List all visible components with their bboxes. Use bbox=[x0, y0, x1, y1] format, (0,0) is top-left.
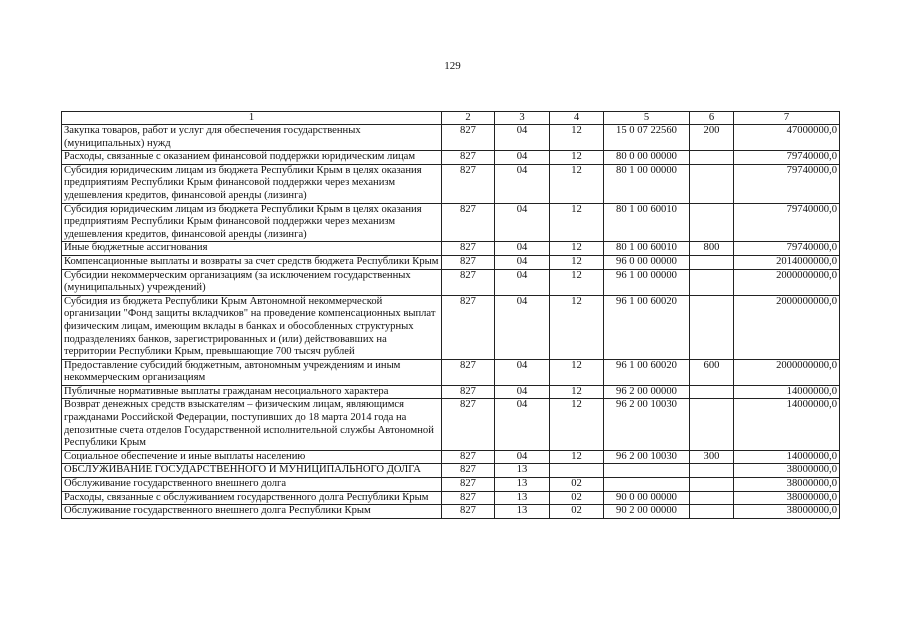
row-code-admin-cell: 827 bbox=[442, 203, 495, 242]
table-row bbox=[62, 385, 840, 399]
page-number: 129 bbox=[444, 60, 461, 72]
table-row bbox=[62, 478, 840, 492]
row-code-section-cell: 04 bbox=[495, 125, 550, 151]
row-code-subsection-cell: 12 bbox=[550, 269, 604, 295]
row-code-subsection-cell: 12 bbox=[550, 242, 604, 256]
table-row bbox=[62, 464, 840, 478]
row-amount-cell: 38000000,0 bbox=[734, 491, 840, 505]
row-code-subsection-cell: 12 bbox=[550, 164, 604, 203]
row-name-cell: Расходы, связанные с обслуживанием государственного долга Республики Крым bbox=[62, 491, 442, 505]
row-code-target-cell: 96 1 00 60020 bbox=[604, 295, 690, 359]
table-row bbox=[62, 151, 840, 165]
row-code-expense-type-cell: 300 bbox=[690, 450, 734, 464]
row-code-section-cell: 04 bbox=[495, 255, 550, 269]
row-code-expense-type-cell: 800 bbox=[690, 242, 734, 256]
column-header: 4 bbox=[550, 112, 604, 125]
row-name-cell: Обслуживание государственного внешнего долга Республики Крым bbox=[62, 505, 442, 519]
row-code-section-cell: 04 bbox=[495, 450, 550, 464]
row-code-admin-cell: 827 bbox=[442, 164, 495, 203]
row-code-section-cell: 13 bbox=[495, 464, 550, 478]
row-code-admin-cell: 827 bbox=[442, 399, 495, 450]
table-row bbox=[62, 491, 840, 505]
row-name-cell: Компенсационные выплаты и возвраты за счет средств бюджета Республики Крым bbox=[62, 255, 442, 269]
row-code-subsection-cell: 12 bbox=[550, 399, 604, 450]
row-name-cell: Возврат денежных средств взыскателям – физическим лицам, являющимся гражданами Российской Федерации, поступивших до 18 марта 2014 года на депозитные счета отделов Государственной исполнительной службы Автономной Республики Крым bbox=[62, 399, 442, 450]
row-code-target-cell: 15 0 07 22560 bbox=[604, 125, 690, 151]
row-code-section-cell: 04 bbox=[495, 399, 550, 450]
row-code-admin-cell: 827 bbox=[442, 505, 495, 519]
row-code-expense-type-cell bbox=[690, 385, 734, 399]
row-code-target-cell bbox=[604, 464, 690, 478]
column-header: 2 bbox=[442, 112, 495, 125]
row-amount-cell: 79740000,0 bbox=[734, 164, 840, 203]
column-header: 1 bbox=[62, 112, 442, 125]
column-header: 5 bbox=[604, 112, 690, 125]
row-code-subsection-cell bbox=[550, 464, 604, 478]
row-code-target-cell: 80 1 00 60010 bbox=[604, 242, 690, 256]
table-row bbox=[62, 164, 840, 203]
row-code-subsection-cell: 02 bbox=[550, 478, 604, 492]
row-code-expense-type-cell bbox=[690, 255, 734, 269]
row-code-admin-cell: 827 bbox=[442, 464, 495, 478]
row-amount-cell: 14000000,0 bbox=[734, 399, 840, 450]
row-code-expense-type-cell bbox=[690, 464, 734, 478]
row-code-target-cell: 80 1 00 60010 bbox=[604, 203, 690, 242]
table-row bbox=[62, 242, 840, 256]
row-code-admin-cell: 827 bbox=[442, 478, 495, 492]
row-code-section-cell: 04 bbox=[495, 359, 550, 385]
row-code-target-cell: 96 0 00 00000 bbox=[604, 255, 690, 269]
row-code-subsection-cell: 12 bbox=[550, 295, 604, 359]
row-code-target-cell: 96 2 00 10030 bbox=[604, 450, 690, 464]
row-code-expense-type-cell bbox=[690, 269, 734, 295]
row-code-admin-cell: 827 bbox=[442, 385, 495, 399]
row-code-target-cell: 96 1 00 60020 bbox=[604, 359, 690, 385]
row-code-admin-cell: 827 bbox=[442, 269, 495, 295]
row-name-cell: Субсидия юридическим лицам из бюджета Республики Крым в целях оказания предприятиям Республики Крым финансовой поддержки через механизм удешевления кредитов, финансовой аренды (лизинга) bbox=[62, 203, 442, 242]
table-row bbox=[62, 295, 840, 359]
row-code-target-cell: 96 1 00 00000 bbox=[604, 269, 690, 295]
row-code-subsection-cell: 12 bbox=[550, 151, 604, 165]
row-code-admin-cell: 827 bbox=[442, 295, 495, 359]
row-code-target-cell: 90 0 00 00000 bbox=[604, 491, 690, 505]
row-code-admin-cell: 827 bbox=[442, 359, 495, 385]
row-name-cell: Субсидии некоммерческим организациям (за исключением государственных (муниципальных) учреждений) bbox=[62, 269, 442, 295]
header-row bbox=[62, 112, 840, 125]
row-name-cell: Предоставление субсидий бюджетным, автономным учреждениям и иным некоммерческим организациям bbox=[62, 359, 442, 385]
column-header: 7 bbox=[734, 112, 840, 125]
row-name-cell: Расходы, связанные с оказанием финансовой поддержки юридическим лицам bbox=[62, 151, 442, 165]
row-code-section-cell: 04 bbox=[495, 269, 550, 295]
row-amount-cell: 2014000000,0 bbox=[734, 255, 840, 269]
row-code-admin-cell: 827 bbox=[442, 242, 495, 256]
row-code-admin-cell: 827 bbox=[442, 450, 495, 464]
row-amount-cell: 79740000,0 bbox=[734, 242, 840, 256]
row-code-expense-type-cell bbox=[690, 491, 734, 505]
row-code-section-cell: 13 bbox=[495, 491, 550, 505]
table-row bbox=[62, 450, 840, 464]
row-code-subsection-cell: 12 bbox=[550, 255, 604, 269]
row-amount-cell: 38000000,0 bbox=[734, 505, 840, 519]
row-name-cell: Публичные нормативные выплаты гражданам несоциального характера bbox=[62, 385, 442, 399]
row-amount-cell: 14000000,0 bbox=[734, 385, 840, 399]
row-code-target-cell: 96 2 00 10030 bbox=[604, 399, 690, 450]
row-code-subsection-cell: 02 bbox=[550, 505, 604, 519]
row-code-section-cell: 04 bbox=[495, 164, 550, 203]
column-header: 3 bbox=[495, 112, 550, 125]
row-code-target-cell: 90 2 00 00000 bbox=[604, 505, 690, 519]
row-code-expense-type-cell: 200 bbox=[690, 125, 734, 151]
row-amount-cell: 2000000000,0 bbox=[734, 295, 840, 359]
row-code-expense-type-cell bbox=[690, 478, 734, 492]
table-row bbox=[62, 359, 840, 385]
row-code-section-cell: 13 bbox=[495, 505, 550, 519]
table-row bbox=[62, 505, 840, 519]
row-code-section-cell: 04 bbox=[495, 295, 550, 359]
row-code-section-cell: 04 bbox=[495, 385, 550, 399]
row-code-expense-type-cell bbox=[690, 151, 734, 165]
row-code-admin-cell: 827 bbox=[442, 255, 495, 269]
row-code-expense-type-cell bbox=[690, 295, 734, 359]
row-amount-cell: 79740000,0 bbox=[734, 203, 840, 242]
row-amount-cell: 38000000,0 bbox=[734, 464, 840, 478]
row-code-subsection-cell: 12 bbox=[550, 359, 604, 385]
row-name-cell: Субсидия юридическим лицам из бюджета Республики Крым в целях оказания предприятиям Республики Крым финансовой поддержки через механизм удешевления кредитов, финансовой аренды (лизинга) bbox=[62, 164, 442, 203]
row-code-target-cell: 80 0 00 00000 bbox=[604, 151, 690, 165]
row-name-cell: Социальное обеспечение и иные выплаты населению bbox=[62, 450, 442, 464]
row-code-expense-type-cell: 600 bbox=[690, 359, 734, 385]
row-code-subsection-cell: 12 bbox=[550, 203, 604, 242]
table-row bbox=[62, 269, 840, 295]
row-code-admin-cell: 827 bbox=[442, 151, 495, 165]
row-amount-cell: 38000000,0 bbox=[734, 478, 840, 492]
row-code-target-cell bbox=[604, 478, 690, 492]
row-name-cell: Иные бюджетные ассигнования bbox=[62, 242, 442, 256]
row-code-target-cell: 96 2 00 00000 bbox=[604, 385, 690, 399]
row-code-expense-type-cell bbox=[690, 203, 734, 242]
table-row bbox=[62, 255, 840, 269]
row-name-cell: Обслуживание государственного внешнего долга bbox=[62, 478, 442, 492]
row-code-subsection-cell: 02 bbox=[550, 491, 604, 505]
row-code-expense-type-cell bbox=[690, 164, 734, 203]
row-name-cell: Закупка товаров, работ и услуг для обеспечения государственных (муниципальных) нужд bbox=[62, 125, 442, 151]
row-code-section-cell: 13 bbox=[495, 478, 550, 492]
row-code-expense-type-cell bbox=[690, 399, 734, 450]
column-header: 6 bbox=[690, 112, 734, 125]
row-code-target-cell: 80 1 00 00000 bbox=[604, 164, 690, 203]
row-name-cell: ОБСЛУЖИВАНИЕ ГОСУДАРСТВЕННОГО И МУНИЦИПАЛЬНОГО ДОЛГА bbox=[62, 464, 442, 478]
row-code-subsection-cell: 12 bbox=[550, 125, 604, 151]
row-code-section-cell: 04 bbox=[495, 242, 550, 256]
row-code-admin-cell: 827 bbox=[442, 491, 495, 505]
table-row bbox=[62, 203, 840, 242]
row-name-cell: Субсидия из бюджета Республики Крым Автономной некоммерческой организации "Фонд защиты вкладчиков" на проведение компенсационных выплат физическим лицам, имеющим вклады в банках и обособленных структурных подразделениях банков, зарегистрированных и (или) действовавших на территории Республики Крым, превышающие 700 тысяч рублей bbox=[62, 295, 442, 359]
row-code-section-cell: 04 bbox=[495, 203, 550, 242]
table-row bbox=[62, 399, 840, 450]
row-amount-cell: 2000000000,0 bbox=[734, 269, 840, 295]
row-code-section-cell: 04 bbox=[495, 151, 550, 165]
row-amount-cell: 14000000,0 bbox=[734, 450, 840, 464]
row-code-subsection-cell: 12 bbox=[550, 385, 604, 399]
budget-table bbox=[61, 111, 840, 519]
row-amount-cell: 79740000,0 bbox=[734, 151, 840, 165]
row-amount-cell: 47000000,0 bbox=[734, 125, 840, 151]
row-code-subsection-cell: 12 bbox=[550, 450, 604, 464]
row-code-admin-cell: 827 bbox=[442, 125, 495, 151]
row-amount-cell: 2000000000,0 bbox=[734, 359, 840, 385]
table-row bbox=[62, 125, 840, 151]
row-code-expense-type-cell bbox=[690, 505, 734, 519]
